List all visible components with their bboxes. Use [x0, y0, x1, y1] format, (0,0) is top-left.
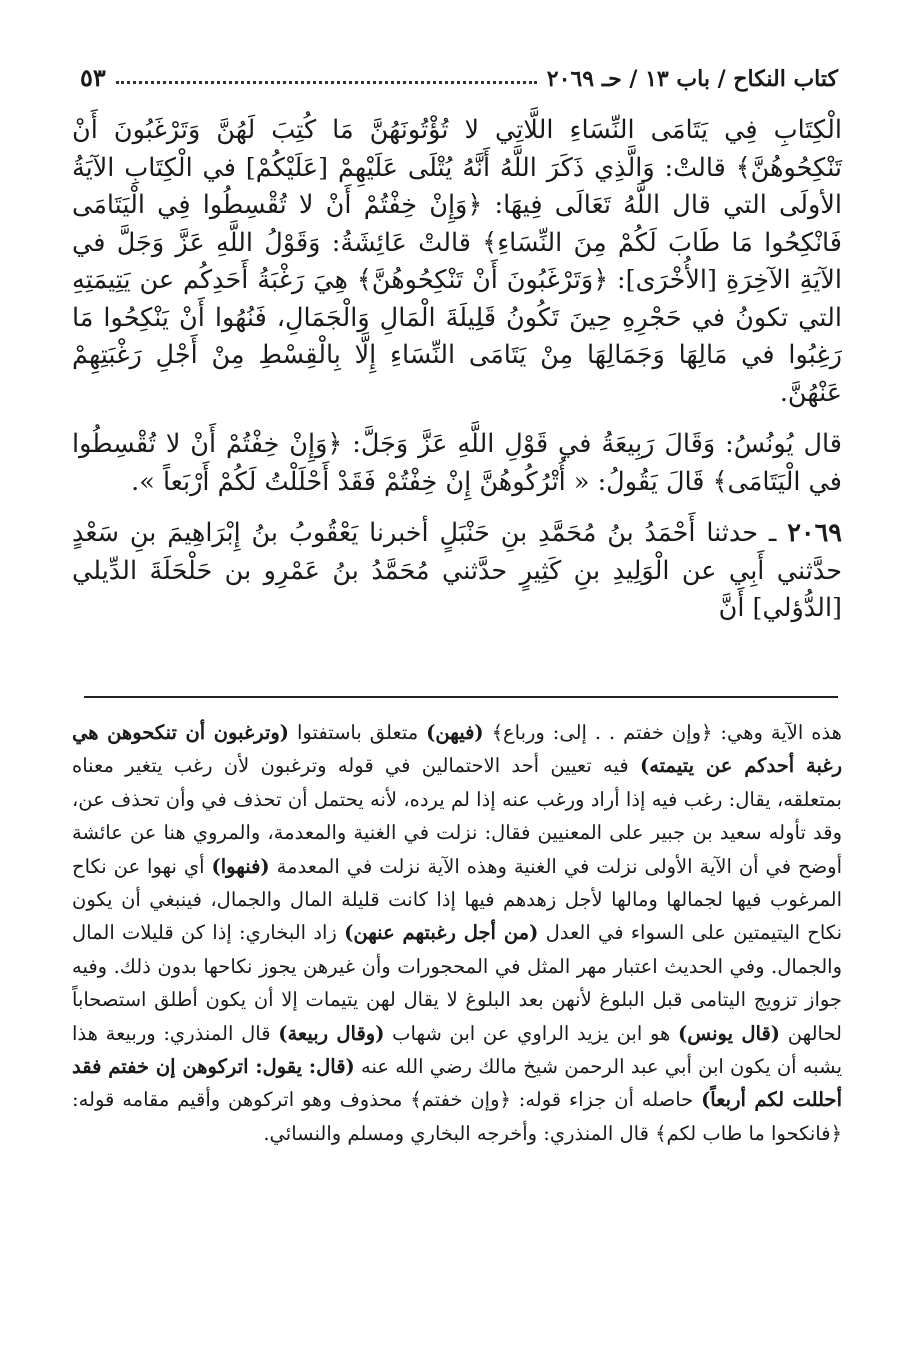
fn-text: هو ابن يزيد الراوي عن ابن شهاب	[392, 1021, 671, 1045]
fn-text: فيه تعيين أحد الاحتمالين في قوله وترغبون لأن رغب يتغير معناه بمتعلقه، يقال: رغب فيه إذا أراد ورغب عنه إذا لم يرده، لأنه يحتمل أن تحذف في وأن تحذف عن، وقد تأوله سعيد بن جبير على المعنيين فقال: نزلت في الغنية والمعدمة، والمروي هنا عن عائشة أوضح في أن الآية الأولى نزلت في الغنية وهذه الآية نزلت في المعدمة	[72, 754, 843, 878]
running-title: كتاب النكاح / باب ١٣ / حـ ٢٠٦٩	[546, 66, 838, 92]
fn-lemma: (قال يونس)	[678, 1021, 781, 1045]
fn-text: حاصله أن جزاء قوله: ﴿وإن خفتم﴾ محذوف وهو اتركوهن وأقيم مقامه قوله: ﴿فانكحوا ما طاب لكم﴾ قال المنذري: وأخرجه البخاري ومسلم والنسائي.	[72, 1088, 842, 1145]
fn-text: متعلق باستفتوا	[296, 721, 419, 744]
paragraph-yunus: قال يُونُسُ: وَقَالَ رَبِيعَةُ في قَوْلِ اللَّهِ عَزَّ وَجَلَّ: ﴿وَإِنْ خِفْتُمْ أَنْ لا تُقْسِطُوا في الْيَتَامَى﴾ قَالَ يَقُولُ: « أُتْرُكُوهُنَّ إِنْ خِفْتُمْ فَقَدْ أَحْلَلْتُ لَكُمْ أَرْبَعاً ».	[72, 429, 842, 497]
fn-lemma: (وقال ربيعة)	[278, 1021, 385, 1045]
footnote-commentary	[72, 716, 842, 1150]
fn-lemma: (فيهن)	[426, 721, 484, 744]
fn-text: زاد البخاري: إذا كن قليلات المال والجمال. وفي الحديث اعتبار مهر المثل في المحجورات وأن غيرهن يجوز نكاحها بدون ذلك. وفيه جواز تزويج اليتامى قبل البلوغ لأنهن بعد البلوغ لا يقال لهن يتيمات إلا أن يكون أطلق استصحاباً لحالهن	[72, 921, 842, 1045]
fn-lemma: (قال: يقول: اتركوهن إن خفتم فقد أحللت لكم أربعاً)	[72, 1055, 842, 1112]
fn-text: أي نهوا عن نكاح المرغوب فيها لجمالها ومالها لأجل زهدهم فيها إذا كانت قليلة المال والجمال، فينبغي أن يكون نكاح اليتيمتين على السواء في العدل	[72, 854, 843, 945]
page-number: ٥٣	[80, 63, 106, 92]
hadith-number: ٢٠٦٩	[787, 518, 842, 548]
paragraph-aisha: الْكِتَابِ فِي يَتَامَى النِّسَاءِ اللَّاتِي لا تُؤْتُونَهُنَّ مَا كُتِبَ لَهُنَّ وَتَرْغَبُونَ أَنْ تَنْكِحُوهُنَّ﴾ قالتْ: وَالَّذِي ذَكَرَ اللَّهُ أَنَّهُ يُتْلَى عَلَيْهِمْ [عَلَيْكُمْ] في الْكِتَابِ الآيَةُ الأولَى التي قال اللَّهُ تَعَالَى فِيهَا: ﴿وَإِنْ خِفْتُمْ أَنْ لا تُقْسِطُوا فِي الْيَتَامَى فَانْكِحُوا مَا طَابَ لَكُمْ مِنَ النِّسَاءِ﴾ قالتْ عَائِشَةُ: وَقَوْلُ اللَّهِ عَزَّ وَجَلَّ في الآيَةِ الآخِرَةِ [الأُخْرَى]: ﴿وَتَرْغَبُونَ أَنْ تَنْكِحُوهُنَّ﴾ هِيَ رَغْبَةُ أَحَدِكُم عن يَتِيمَتِهِ التي تكونُ في حَجْرِهِ حِينَ تَكُونُ قَلِيلَةَ الْمَالِ وَالْجَمَالِ، فَنُهُوا أَنْ يَنْكِحُوا مَا رَغِبُوا في مَالِهَا وَجَمَالِهَا مِنْ يَتَامَى النِّسَاءِ إِلَّا بِالْقِسْطِ مِنْ أَجْلِ رَغْبَتِهِمْ عَنْهُنَّ.	[72, 115, 842, 408]
footnote-divider	[84, 696, 838, 698]
page-header	[80, 52, 838, 92]
fn-lemma: (فنهوا)	[211, 854, 270, 878]
footnote-paragraph	[72, 716, 842, 1150]
fn-lemma: (من أجل رغبتهم عنهن)	[344, 921, 539, 945]
fn-lemma: (وترغبون أن تنكحوهن هي رغبة أحدكم عن يتيمته)	[72, 721, 842, 778]
fn-text: قال المنذري: وربيعة هذا يشبه أن يكون ابن أبي عبد الرحمن شيخ مالك رضي الله عنه	[72, 1021, 842, 1079]
main-text	[72, 112, 842, 628]
hadith-isnad: ـ حدثنا أَحْمَدُ بنُ مُحَمَّدِ بنِ حَنْبَلٍ أخبرنا يَعْقُوبُ بنُ إِبْرَاهِيمَ بنِ سَعْدٍ حدَّثني أَبِي عن الْوَلِيدِ بنِ كَثِيرٍ حدَّثني مُحَمَّدُ بنُ عَمْرِو بن حَلْحَلَةَ الدِّيلي [الدُّؤلي] أَنَّ	[72, 518, 842, 623]
header-leader-dots	[116, 81, 537, 84]
fn-text: هذه الآية وهي: ﴿وإن خفتم . . إلى: ورباع﴾	[491, 721, 842, 744]
paragraph-hadith-2069	[72, 515, 842, 628]
